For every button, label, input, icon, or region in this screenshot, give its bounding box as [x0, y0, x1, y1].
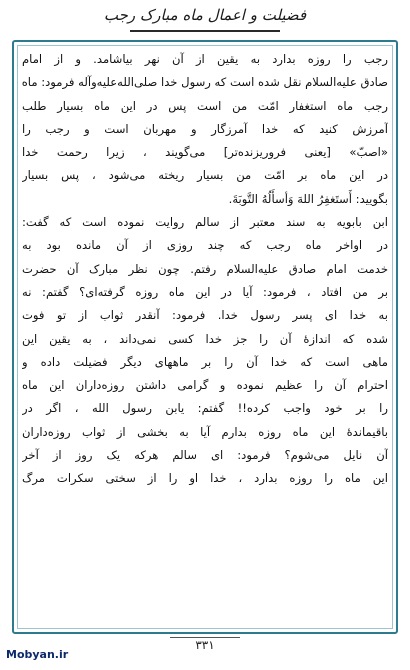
text-line: «اصبّ» [یعنی فروریزنده‌تر] می‌گویند ، زیرا رحمت خدا — [22, 145, 388, 160]
page-number: ۳۳۱ — [195, 638, 215, 652]
text-line: را بر خود واجب کرده‌!! گفتم: یابن رسول الله ، اگر در — [22, 401, 388, 416]
text-line: بگویید: أَستَغفِرُ اللهَ وَأسأَلُهُ التَّوبَةَ. — [228, 191, 388, 206]
page-title: فضیلت و اعمال ماه مبارک رجب — [103, 6, 307, 24]
page-header — [0, 0, 410, 38]
text-line: بر من افتاد ، فرمود: آیا در این ماه روزه گرفته‌ای؟ گفتم: نه — [22, 284, 388, 299]
text-line: رجب را روزه بدارد به یقین از آن نهر بیاشامد. و از امام — [22, 52, 388, 66]
text-line: خدمت امام صادق علیه‌السلام رفتم. چون نظر مبارک آن حضرت — [22, 261, 388, 276]
body-text — [22, 48, 388, 491]
text-line: ابن بابویه به سند معتبر از سالم روایت نموده است که گفت: — [22, 215, 388, 230]
text-line: در این ماه بر امّت من بسیار ریخته می‌شود ، پس بسیار — [22, 168, 388, 183]
text-line: آمرزش کنید که خدا آمرزگار و مهربان است و رجب را — [22, 121, 388, 136]
title-underline — [130, 30, 280, 32]
text-line: باقیماندهٔ این ماه روزه بدارم آیا به بخشی از ثواب روزه‌داران — [22, 424, 388, 439]
text-line: شده که اندازهٔ آن را جز خدا کسی نمی‌داند ، به یقین این — [22, 331, 388, 346]
text-line: در اواخر ماه رجب که چند روزی از آن مانده بود به — [22, 238, 388, 253]
text-line: احترام آن را عظیم نموده و گرامی داشتن روزه‌داران این ماه — [22, 378, 388, 393]
text-line: صادق علیه‌السلام نقل شده است که رسول خدا صلی‌الله‌علیه‌وآله فرمود: ماه — [22, 75, 388, 90]
text-line: ماهی است که خدا آن را بر ماههای دیگر فضیلت داده و — [22, 354, 388, 369]
text-line: به خدا ای پسر رسول خدا. فرمود: آنقدر ثواب از تو فوت — [22, 308, 388, 323]
text-line: رجب ماه استغفار امّت من است پس در این ماه بسیار طلب — [22, 98, 388, 113]
text-line: آن نایل می‌شوم؟ فرمود: ای سالم هرکه یک روز از آخر — [22, 448, 388, 463]
site-watermark: Mobyan.ir — [6, 648, 69, 661]
text-line: این ماه را روزه بدارد ، خدا او را از سختی سکرات مرگ — [22, 471, 388, 486]
